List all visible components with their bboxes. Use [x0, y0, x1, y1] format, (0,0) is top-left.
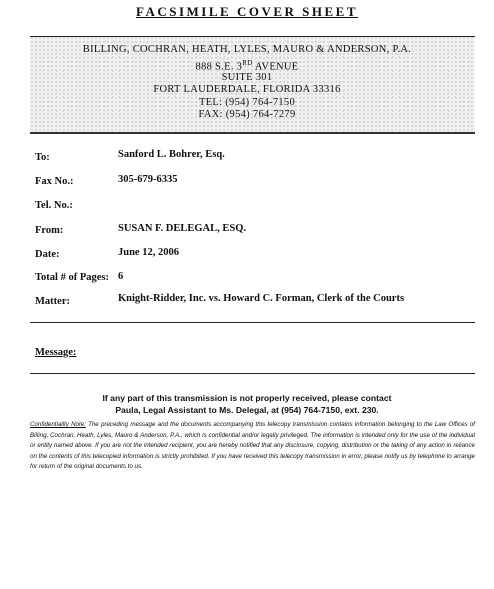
matter-value: Knight-Ridder, Inc. vs. Howard C. Forman, Clerk of the Courts — [118, 293, 405, 304]
firm-city: FORT LAUDERDALE, FLORIDA 33316 — [153, 84, 341, 95]
pages-value: 6 — [118, 271, 124, 282]
to-value: Sanford L. Bohrer, Esq. — [118, 149, 225, 160]
message-bottom-rule — [30, 373, 475, 374]
message-label: Message: — [35, 347, 77, 358]
fields-bottom-rule — [30, 322, 475, 323]
confidentiality-text: The preceding message and the documents accompanying this telecopy transmission contains information belonging to the Law Offices of Billing, Cochran, Heath, Lyles, Mauro & Anderson, P.A., which is confidential and/or legally privileged. The information is intended only for the use of the individual or entity named above. If you are not the intended recipient, you are hereby notified that any disclosure, copying, distribution or the taking of any action in reliance on the contents of this telecopied information is strictly prohibited. If you have received this telecopy transmission in error, please notify us by telephone to arrange for return of the original documents to us. — [30, 421, 475, 470]
letterhead-bottom-rule — [30, 132, 475, 134]
tel-label: Tel. No.: — [35, 200, 73, 211]
firm-street: 888 S.E. 3RD AVENUE — [195, 59, 299, 73]
to-label: To: — [35, 152, 50, 163]
firm-name: BILLING, COCHRAN, HEATH, LYLES, MAURO & ANDERSON, P.A. — [82, 44, 412, 55]
letterhead-top-rule — [30, 36, 475, 37]
document-title: FACSIMILE COVER SHEET — [135, 4, 358, 19]
matter-label: Matter: — [35, 296, 70, 307]
notice-line-1: If any part of this transmission is not properly received, please contact — [102, 393, 392, 403]
confidentiality-note — [30, 420, 475, 473]
date-label: Date: — [35, 249, 60, 260]
fax-label: Fax No.: — [35, 176, 74, 187]
fax-value: 305-679-6335 — [118, 174, 178, 185]
from-label: From: — [35, 225, 64, 236]
pages-label: Total # of Pages: — [35, 272, 109, 283]
confidentiality-heading: Confidentiality Note: — [30, 421, 86, 428]
from-value: SUSAN F. DELEGAL, ESQ. — [118, 223, 246, 234]
firm-fax: FAX: (954) 764-7279 — [198, 109, 296, 120]
transmission-notice — [0, 392, 494, 416]
date-value: June 12, 2006 — [118, 247, 179, 258]
firm-suite: SUITE 301 — [221, 72, 273, 83]
firm-tel: TEL: (954) 764-7150 — [198, 97, 296, 108]
notice-line-2: Paula, Legal Assistant to Ms. Delegal, at (954) 764-7150, ext. 230. — [115, 405, 379, 415]
